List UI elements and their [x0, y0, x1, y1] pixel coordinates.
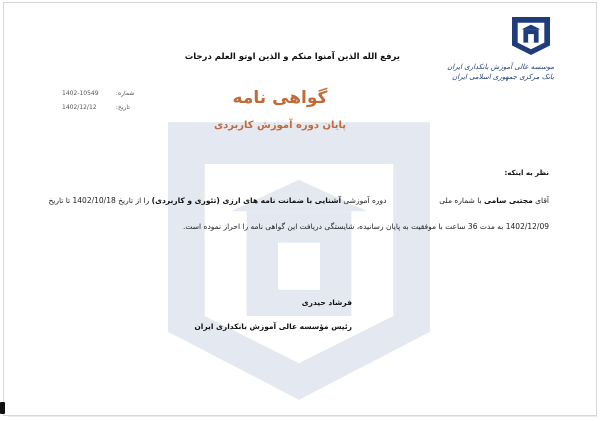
intro-heading: نظر به اینکه: — [504, 169, 549, 177]
letter-date — [62, 104, 144, 111]
letter-number-label: شماره: — [115, 90, 135, 97]
institute-logo-icon — [512, 17, 550, 55]
to-date-label: تا تاریخ — [48, 196, 71, 205]
certificate-body-line-1 — [19, 196, 549, 205]
page-edge-mark — [0, 402, 5, 414]
from-date-label: را از تاریخ — [118, 196, 150, 205]
letter-date-value: 1402/12/12 — [62, 104, 97, 111]
institute-name — [444, 62, 554, 82]
letter-number-value: 1402-10549 — [62, 90, 99, 97]
honorific: آقای — [535, 196, 549, 205]
institute-name-line: موسسه عالی آموزش بانکداری ایران — [447, 63, 554, 71]
bottom-divider — [8, 416, 598, 417]
signer-role: رئیس مؤسسه عالی آموزش بانکداری ایران — [194, 322, 352, 331]
duration-text: به مدت 36 ساعت با موفقیت به پایان رسانیده، شایستگی دریافت این گواهی نامه را احراز نموده است. — [183, 222, 504, 231]
from-date: 1402/10/18 — [72, 196, 116, 205]
recipient-name: مجتبی سامی — [483, 196, 533, 205]
signer-name: فرشاد حیدری — [301, 298, 352, 307]
quranic-verse: يرفع الله الذين آمنوا منكم و الذين اوتو العلم درجات — [184, 52, 400, 62]
institute-parent-line: بانک مرکزی جمهوری اسلامی ایران — [452, 73, 554, 81]
institute-watermark-emblem — [168, 122, 430, 400]
letter-date-label: تاریخ: — [115, 104, 130, 111]
course-prefix: دوره آموزشی — [343, 196, 387, 205]
certificate-body-line-2 — [19, 222, 549, 231]
to-date: 1402/12/09 — [505, 222, 549, 231]
course-name: آشنایی با ضمانت نامه های ارزی (تئوری و کاربردی) — [151, 196, 342, 205]
certificate-title: گواهی نامه — [232, 88, 328, 108]
certificate-subtitle: پایان دوره آموزش کاربردی — [213, 120, 347, 131]
letter-number — [62, 90, 144, 97]
national-id-label: با شماره ملی — [439, 196, 482, 205]
